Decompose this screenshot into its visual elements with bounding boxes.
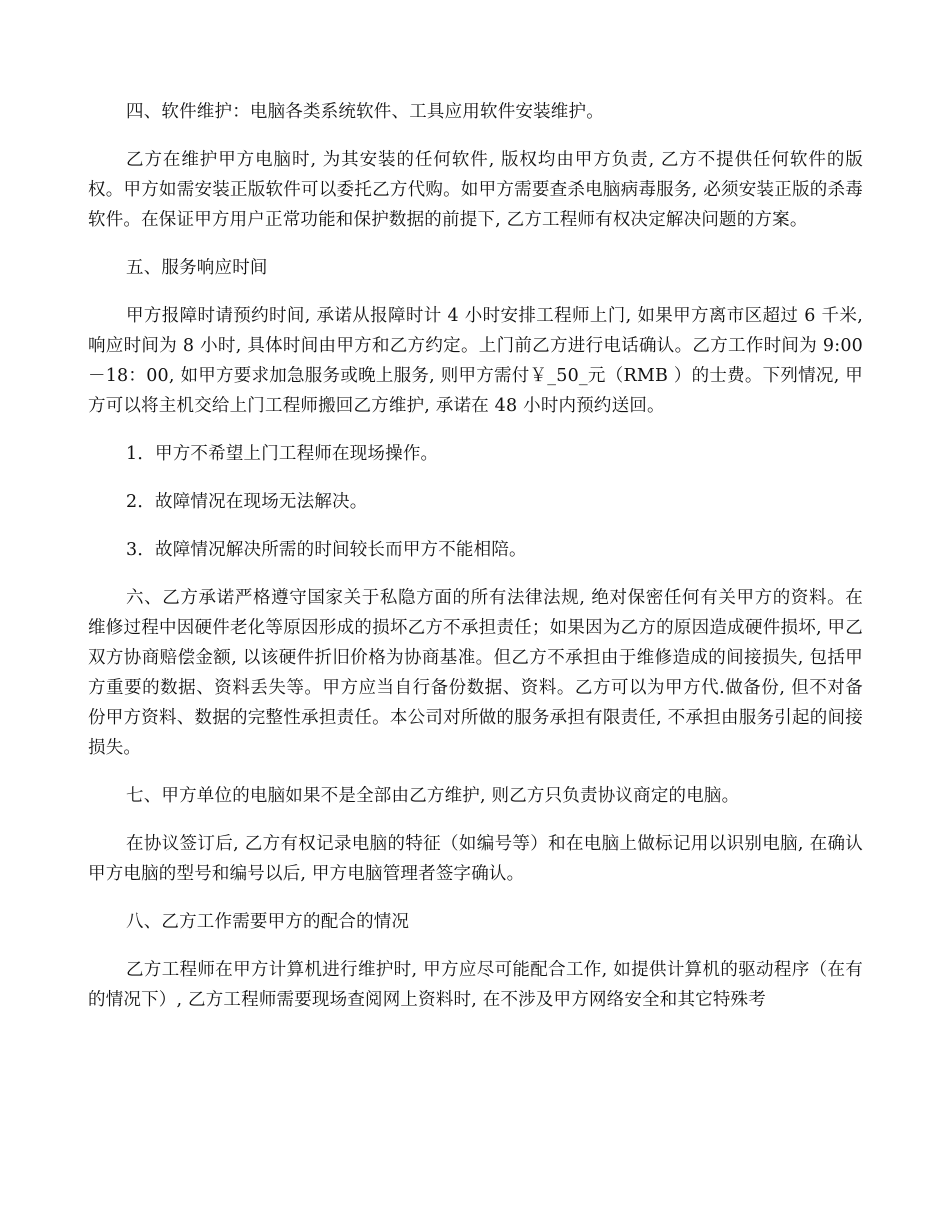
section-5-heading: 五、服务响应时间 — [126, 258, 268, 278]
cooperation-paragraph: 乙方工程师在甲方计算机进行维护时, 甲方应尽可能配合工作, 如提供计算机的驱动程序（在有的情况下）, 乙方工程师需要现场查阅网上资料时, 在不涉及甲方网络安全和其它特殊考 — [88, 960, 863, 1010]
section-7-heading: 七、甲方单位的电脑如果不是全部由乙方维护, 则乙方只负责协议商定的电脑。 — [126, 786, 740, 806]
list-item-2: 2．故障情况在现场无法解决。 — [126, 492, 368, 512]
document-body — [88, 97, 863, 1033]
section-4-heading: 四、软件维护：电脑各类系统软件、工具应用软件安装维护。 — [126, 102, 604, 122]
list-item-1: 1．甲方不希望上门工程师在现场操作。 — [126, 444, 439, 464]
section-6-paragraph: 六、乙方承诺严格遵守国家关于私隐方面的所有法律法规, 绝对保密任何有关甲方的资料。在维修过程中因硬件老化等原因形成的损坏乙方不承担责任；如果因为乙方的原因造成硬件损坏, 甲乙双方协商赔偿金额, 以该硬件折旧价格为协商基准。但乙方不承担由于维修造成的间接损失, 包括甲方重要的数据、资料丢失等。甲方应当自行备份数据、资料。乙方可以为甲方代.做备份, 但不对备份甲方资料、数据的完整性承担责任。本公司对所做的服务承担有限责任, 不承担由服务引起的间接损失。 — [88, 588, 863, 758]
identification-paragraph: 在协议签订后, 乙方有权记录电脑的特征（如编号等）和在电脑上做标记用以识别电脑, 在确认甲方电脑的型号和编号以后, 甲方电脑管理者签字确认。 — [88, 834, 863, 884]
response-time-paragraph: 甲方报障时请预约时间, 承诺从报障时计 4 小时安排工程师上门, 如果甲方离市区超过 6 千米, 响应时间为 8 小时, 具体时间由甲方和乙方约定。上门前乙方进行电话确认。乙方工作时间为 9:00－18：00, 如甲方要求加急服务或晚上服务, 则甲方需付￥_50_元（RMB ）的士费。下列情况, 甲方可以将主机交给上门工程师搬回乙方维护, 承诺在 48 小时内预约送回。 — [88, 306, 863, 416]
software-copyright-paragraph: 乙方在维护甲方电脑时, 为其安装的任何软件, 版权均由甲方负责, 乙方不提供任何软件的版权。甲方如需安装正版软件可以委托乙方代购。如甲方需要查杀电脑病毒服务, 必须安装正版的杀毒软件。在保证甲方用户正常功能和保护数据的前提下, 乙方工程师有权决定解决问题的方案。 — [88, 150, 863, 230]
list-item-3: 3．故障情况解决所需的时间较长而甲方不能相陪。 — [126, 540, 527, 560]
section-8-heading: 八、乙方工作需要甲方的配合的情况 — [126, 912, 410, 932]
